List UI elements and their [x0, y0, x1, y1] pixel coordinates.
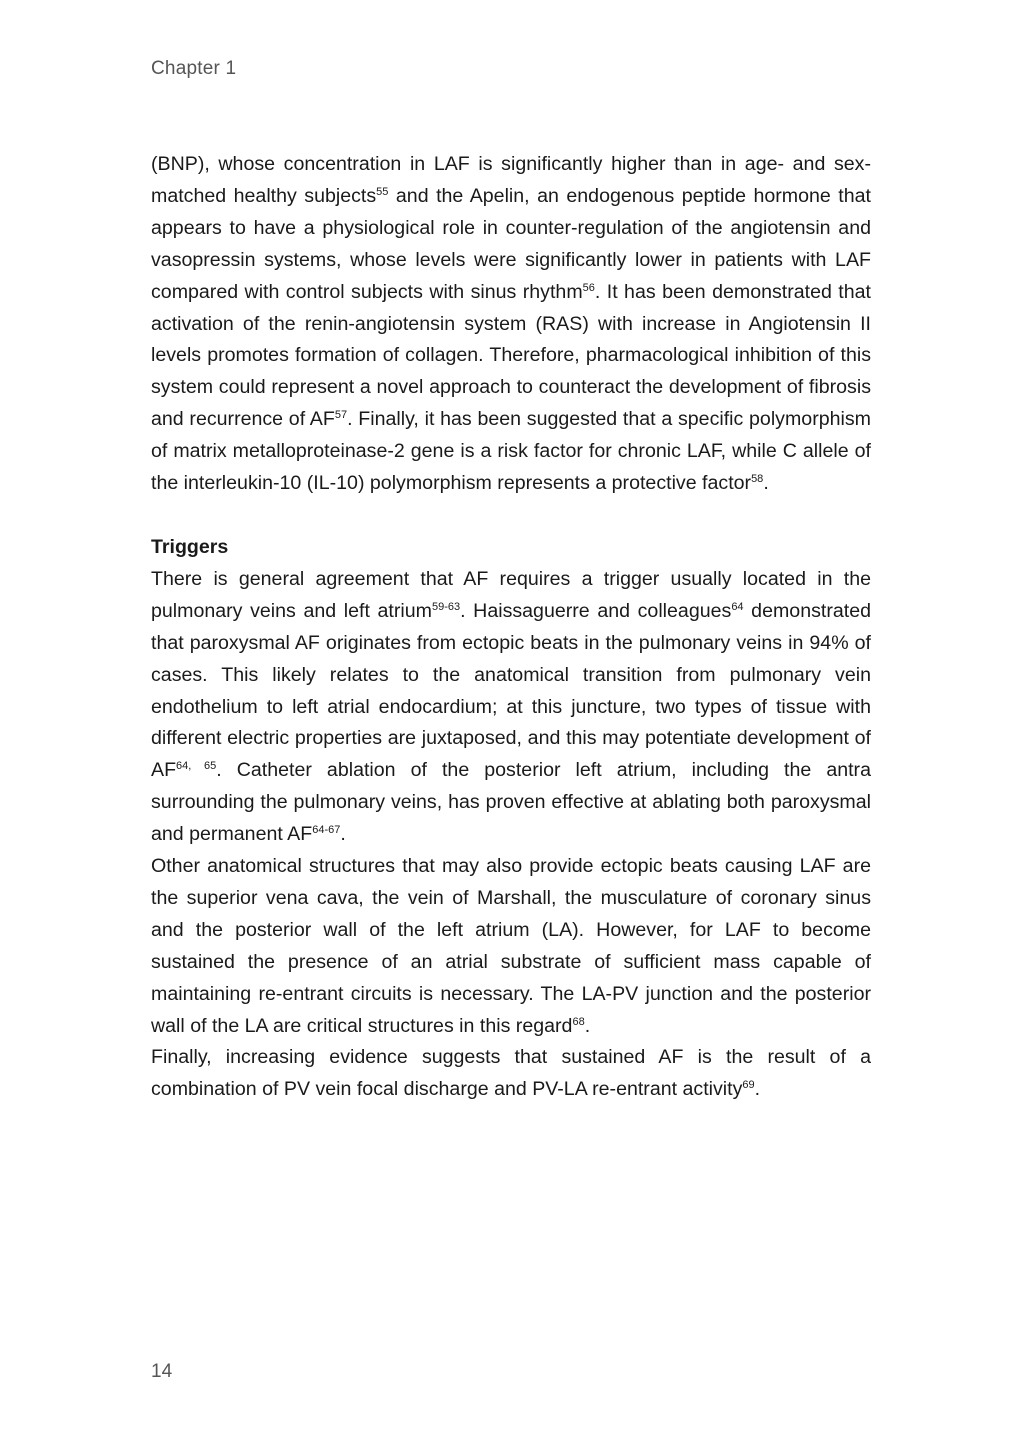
paragraph-triggers-3: [151, 1042, 871, 1106]
citation-superscript: 64, 65: [176, 760, 217, 773]
page-number: 14: [151, 1361, 173, 1382]
text-run: .: [754, 1078, 761, 1101]
text-run: .: [340, 823, 346, 846]
text-run: (BNP), whose concentration in LAF is significantly higher than in age- and sex-matched healthy subjects: [151, 153, 871, 207]
text-run: demonstrated that paroxysmal AF originates from ectopic beats in the pulmonary veins in 94% of cases. This likely relates to the anatomical transition from pulmonary vein endothelium to left atrial endocardium; at this juncture, two types of tissue with different electric properties are juxtaposed, and this may potentiate development of AF: [151, 599, 871, 782]
text-run: There is general agreement that AF requires a trigger usually located in the pulmonary veins and left atrium: [151, 567, 871, 622]
text-run: Other anatomical structures that may also provide ectopic beats causing LAF are the superior vena cava, the vein of Marshall, the musculature of coronary sinus and the posterior wall of the left atrium (LA). However, for LAF to become sustained the presence of an atrial substrate of sufficient mass capable of maintaining re-entrant circuits is necessary. The LA-PV junction and the posterior wall of the LA are critical structures in this regard: [151, 855, 871, 1037]
running-head: Chapter 1: [151, 58, 237, 79]
citation-superscript: 55: [376, 185, 389, 198]
body-text: [151, 149, 871, 1106]
paragraph-bnp-apelin: [151, 149, 871, 500]
text-run: and the Apelin, an endogenous peptide hormone that appears to have a physiological role in counter-regulation of the angiotensin and vasopressin systems, whose levels were significantly lower in patients with LAF compared with control subjects with sinus rhythm: [151, 184, 871, 303]
text-run: . It has been demonstrated that activation of the renin-angiotensin system (RAS) with increase in Angiotensin II levels promotes formation of collagen. Therefore, pharmacological inhibition of this system could represent a novel approach to counteract the development of fibrosis and recurrence of AF: [151, 280, 871, 431]
text-run: .: [763, 472, 769, 495]
section-heading-triggers: Triggers: [151, 535, 229, 558]
citation-superscript: 56: [582, 281, 595, 294]
citation-superscript: 64-67: [312, 824, 341, 837]
text-run: . Haissaguerre and colleagues: [460, 599, 732, 622]
paragraph-triggers-2: [151, 851, 871, 1042]
text-run: Finally, increasing evidence suggests that sustained AF is the result of a combination of PV vein focal discharge and PV-LA re-entrant activity: [151, 1046, 871, 1101]
text-run: .: [584, 1014, 591, 1037]
text-run: . Catheter ablation of the posterior left atrium, including the antra surrounding the pulmonary veins, has proven effective at ablating both paroxysmal and permanent AF: [151, 759, 871, 846]
citation-superscript: 58: [751, 473, 764, 486]
citation-superscript: 59-63: [431, 600, 461, 613]
citation-superscript: 57: [334, 409, 348, 422]
citation-superscript: 69: [742, 1079, 755, 1092]
citation-superscript: 68: [572, 1015, 585, 1028]
paragraph-triggers-1: [151, 564, 871, 851]
citation-superscript: 64: [731, 600, 744, 613]
paragraph-gap: [151, 500, 871, 532]
text-run: . Finally, it has been suggested that a specific polymorphism of matrix metalloproteinase-2 gene is a risk factor for chronic LAF, while C allele of the interleukin-10 (IL-10) polymorphism represents a protective factor: [151, 408, 871, 495]
